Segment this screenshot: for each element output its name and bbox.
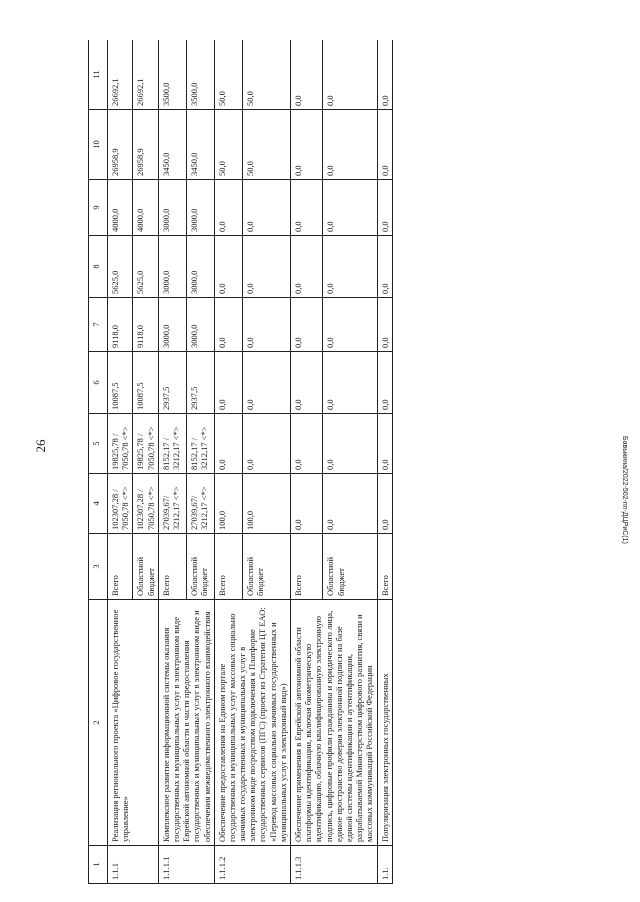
table-row xyxy=(214,40,243,884)
funding-source-cell: Областной бюджет xyxy=(323,534,377,600)
amount-cell: 3500,0 xyxy=(186,40,214,110)
funding-source-cell: Всего xyxy=(158,534,186,600)
activity-name-cell: Обеспечение применения в Еврейской автономной области платформы идентификации, включая биометрическую идентификацию, облачную квалифицированную электронную подпись, цифровые профили гражданина и юридического лица, единое пространство доверия электронной подписи на базе единой системы идентификации и аутентификации, разрабатываемой Министерством цифрового развития, связи и массовых коммуникаций Российской Федерации xyxy=(291,600,378,846)
column-header: 2 xyxy=(89,600,108,846)
column-header: 1 xyxy=(89,846,108,884)
row-number-cell: 1.1.1.3 xyxy=(291,846,378,884)
amount-cell: 0,0 xyxy=(214,236,243,298)
amount-cell: 3000,0 xyxy=(186,236,214,298)
table-row xyxy=(158,40,186,884)
amount-cell: 9118,0 xyxy=(108,298,133,352)
column-header: 9 xyxy=(89,180,108,236)
amount-cell: 4000,0 xyxy=(133,180,158,236)
amount-cell: 0,0 xyxy=(291,352,323,414)
amount-cell: 8152,17 / 3212,17 <*> xyxy=(158,414,186,474)
amount-cell: 26958,9 xyxy=(133,110,158,180)
amount-cell: 0,0 xyxy=(323,474,377,534)
amount-cell: 50,0 xyxy=(243,110,291,180)
column-header: 3 xyxy=(89,534,108,600)
amount-cell: 8152,17 / 3212,17 <*> xyxy=(186,414,214,474)
amount-cell: 9118,0 xyxy=(133,298,158,352)
amount-cell: 0,0 xyxy=(377,236,392,298)
funding-source-cell: Всего xyxy=(214,534,243,600)
amount-cell: 0,0 xyxy=(243,352,291,414)
amount-cell: 19825,78 / 7050,78 <*> xyxy=(108,414,133,474)
amount-cell: 27039,67/ 3212,17 <*> xyxy=(186,474,214,534)
amount-cell: 0,0 xyxy=(323,414,377,474)
table-row xyxy=(377,40,392,884)
activity-name-cell: Обеспечение предоставления на Едином портале государственных и муниципальных услуг массовых социально значимых государственных и муниципальных услуг в электронном виде посредством подключения к Платформе государственных сервисов (ПГС) (проект из Стратегии ЦТ ЕАО: «Перевод массовых социально значимых государственных и муниципальных услуг в электронный вид») xyxy=(214,600,290,846)
amount-cell: 0,0 xyxy=(243,414,291,474)
rotated-table-container xyxy=(88,40,584,884)
column-header: 7 xyxy=(89,298,108,352)
amount-cell: 0,0 xyxy=(323,236,377,298)
amount-cell: 26958,9 xyxy=(108,110,133,180)
amount-cell: 0,0 xyxy=(377,474,392,534)
amount-cell: 0,0 xyxy=(323,180,377,236)
row-number-cell: 1.1.1.2 xyxy=(214,846,290,884)
table-header-row xyxy=(89,40,108,884)
amount-cell: 0,0 xyxy=(323,352,377,414)
column-header: 10 xyxy=(89,110,108,180)
funding-source-cell: Областной бюджет xyxy=(186,534,214,600)
funding-source-cell: Всего xyxy=(291,534,323,600)
funding-source-cell: Областной бюджет xyxy=(133,534,158,600)
amount-cell: 0,0 xyxy=(377,40,392,110)
amount-cell: 0,0 xyxy=(214,180,243,236)
amount-cell: 0,0 xyxy=(243,180,291,236)
amount-cell: 50,0 xyxy=(214,110,243,180)
amount-cell: 5625,0 xyxy=(108,236,133,298)
amount-cell: 26692,1 xyxy=(133,40,158,110)
amount-cell: 27039,67/ 3212,17 <*> xyxy=(158,474,186,534)
row-number-cell: 1.1. xyxy=(377,846,392,884)
column-header: 8 xyxy=(89,236,108,298)
amount-cell: 0,0 xyxy=(323,40,377,110)
amount-cell: 26692,1 xyxy=(108,40,133,110)
column-header: 6 xyxy=(89,352,108,414)
amount-cell: 0,0 xyxy=(214,298,243,352)
amount-cell: 3000,0 xyxy=(158,298,186,352)
activity-name-cell: Популяризация электронных государственных xyxy=(377,600,392,846)
amount-cell: 100,0 xyxy=(214,474,243,534)
amount-cell: 0,0 xyxy=(377,110,392,180)
amount-cell: 10087,5 xyxy=(133,352,158,414)
amount-cell: 0,0 xyxy=(323,110,377,180)
column-header: 5 xyxy=(89,414,108,474)
row-number-cell: 1.1.1 xyxy=(108,846,159,884)
amount-cell: 4000,0 xyxy=(108,180,133,236)
amount-cell: 3000,0 xyxy=(186,180,214,236)
amount-cell: 3000,0 xyxy=(158,180,186,236)
column-header: 4 xyxy=(89,474,108,534)
amount-cell: 0,0 xyxy=(323,298,377,352)
row-number-cell: 1.1.1.1 xyxy=(158,846,214,884)
amount-cell: 50,0 xyxy=(243,40,291,110)
amount-cell: 0,0 xyxy=(214,414,243,474)
amount-cell: 19825,78 / 7050,78 <*> xyxy=(133,414,158,474)
funding-source-cell: Областной бюджет xyxy=(243,534,291,600)
amount-cell: 102307,28 / 7050,78 <*> xyxy=(108,474,133,534)
amount-cell: 10087,5 xyxy=(108,352,133,414)
amount-cell: 0,0 xyxy=(291,298,323,352)
document-reference: Бавыкина/2022-502-пп-ДЦРиС(1) xyxy=(621,436,628,544)
amount-cell: 100,0 xyxy=(243,474,291,534)
activity-name-cell: Комплексное развитие информационной системы оказания государственных и муниципальных услуг в электронном виде Еврейской автономной области в части предоставления государственных и муниципальных услуг в электронном виде и обеспечения межведомственного электронного взаимодействия xyxy=(158,600,214,846)
amount-cell: 0,0 xyxy=(291,236,323,298)
table-row xyxy=(291,40,323,884)
amount-cell: 0,0 xyxy=(291,414,323,474)
amount-cell: 3450,0 xyxy=(158,110,186,180)
amount-cell: 2937,5 xyxy=(186,352,214,414)
column-header: 11 xyxy=(89,40,108,110)
amount-cell: 102307,28 / 7050,78 <*> xyxy=(133,474,158,534)
amount-cell: 0,0 xyxy=(291,40,323,110)
amount-cell: 0,0 xyxy=(377,180,392,236)
amount-cell: 2937,5 xyxy=(158,352,186,414)
table-body xyxy=(108,40,393,884)
funding-table xyxy=(88,40,393,884)
amount-cell: 0,0 xyxy=(291,110,323,180)
funding-source-cell: Всего xyxy=(377,534,392,600)
amount-cell: 3000,0 xyxy=(186,298,214,352)
table-sheet xyxy=(88,40,584,884)
funding-source-cell: Всего xyxy=(108,534,133,600)
amount-cell: 0,0 xyxy=(291,474,323,534)
amount-cell: 3000,0 xyxy=(158,236,186,298)
amount-cell: 3500,0 xyxy=(158,40,186,110)
amount-cell: 5625,0 xyxy=(133,236,158,298)
amount-cell: 0,0 xyxy=(243,298,291,352)
table-row xyxy=(108,40,133,884)
amount-cell: 3450,0 xyxy=(186,110,214,180)
amount-cell: 0,0 xyxy=(377,298,392,352)
amount-cell: 50,0 xyxy=(214,40,243,110)
amount-cell: 0,0 xyxy=(377,414,392,474)
amount-cell: 0,0 xyxy=(243,236,291,298)
page-number: 26 xyxy=(33,439,48,453)
amount-cell: 0,0 xyxy=(291,180,323,236)
amount-cell: 0,0 xyxy=(214,352,243,414)
activity-name-cell: Реализация регионального проекта «Цифровое государственное управление» xyxy=(108,600,159,846)
amount-cell: 0,0 xyxy=(377,352,392,414)
